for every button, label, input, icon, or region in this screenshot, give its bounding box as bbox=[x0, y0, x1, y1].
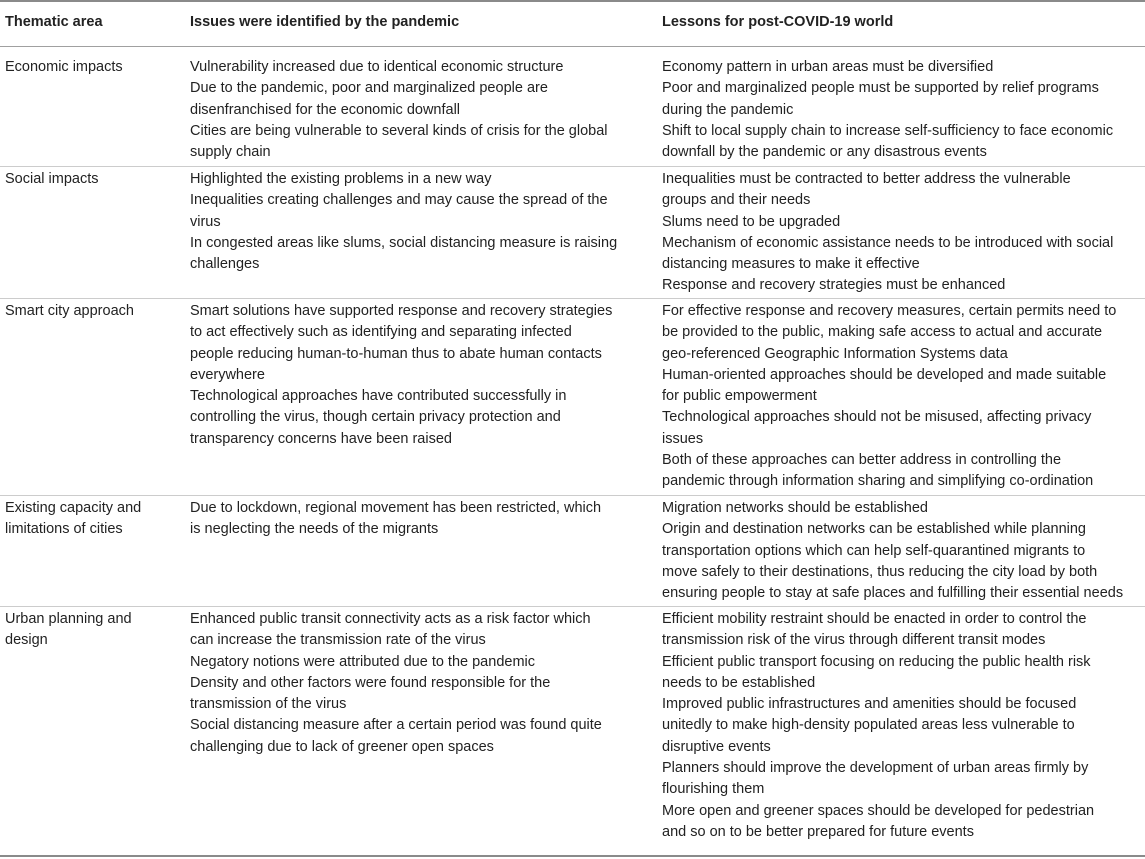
cell-lessons bbox=[662, 57, 1142, 163]
text-line: transmission risk of the virus through different transit modes bbox=[662, 632, 1046, 649]
text-line: Urban planning and bbox=[5, 611, 132, 627]
text-line: Both of these approaches can better address in controlling the bbox=[662, 452, 1062, 469]
text-line: Poor and marginalized people must be supported by relief programs bbox=[662, 80, 1099, 97]
cell-issues bbox=[190, 301, 646, 450]
cell-lessons bbox=[662, 498, 1142, 604]
text-line: Human-oriented approaches should be developed and made suitable bbox=[662, 366, 1107, 383]
text-line: and so on to be better prepared for future events bbox=[662, 823, 974, 840]
header-lessons: Lessons for post-COVID-19 world bbox=[662, 14, 894, 30]
cell-lessons bbox=[662, 609, 1142, 843]
text-line: distancing measures to make it effective bbox=[662, 256, 920, 273]
text-line: controlling the virus, though certain privacy protection and bbox=[190, 409, 561, 426]
text-line: Mechanism of economic assistance needs to be introduced with social bbox=[662, 234, 1114, 251]
cell-lessons bbox=[662, 301, 1142, 493]
text-line: Response and recovery strategies must be enhanced bbox=[662, 277, 1006, 294]
header-rule bbox=[0, 46, 1145, 47]
text-line: Economy pattern in urban areas must be diversified bbox=[662, 59, 994, 75]
text-line: More open and greener spaces should be developed for pedestrian bbox=[662, 802, 1095, 819]
text-line: disruptive events bbox=[662, 738, 771, 755]
row-divider bbox=[0, 166, 1145, 167]
text-line: Density and other factors were found responsible for the bbox=[190, 674, 551, 691]
text-line: Enhanced public transit connectivity acts as a risk factor which bbox=[190, 611, 591, 627]
text-line: Shift to local supply chain to increase self-sufficiency to face economic bbox=[662, 122, 1114, 139]
header-issues: Issues were identified by the pandemic bbox=[190, 14, 460, 30]
cell-issues bbox=[190, 169, 646, 275]
text-line: disenfranchised for the economic downfall bbox=[190, 101, 461, 118]
text-line: Origin and destination networks can be established while planning bbox=[662, 521, 1086, 538]
text-line: Technological approaches should not be misused, affecting privacy bbox=[662, 409, 1092, 426]
text-line: Highlighted the existing problems in a new way bbox=[190, 171, 492, 187]
text-line: is neglecting the needs of the migrants bbox=[190, 521, 439, 538]
text-line: Efficient mobility restraint should be enacted in order to control the bbox=[662, 611, 1087, 627]
text-line: needs to be established bbox=[662, 674, 816, 691]
text-line: to act effectively such as identifying and separating infected bbox=[190, 324, 572, 341]
text-line: move safely to their destinations, thus reducing the city load by both bbox=[662, 563, 1098, 580]
text-line: people reducing human-to-human thus to abate human contacts bbox=[190, 345, 602, 362]
text-line: Social impacts bbox=[5, 171, 99, 187]
text-line: groups and their needs bbox=[662, 192, 811, 209]
text-line: Technological approaches have contributed successfully in bbox=[190, 388, 567, 405]
text-line: pandemic through information sharing and simplifying co-ordination bbox=[662, 473, 1094, 490]
text-line: virus bbox=[190, 213, 221, 230]
text-line: Inequalities must be contracted to better address the vulnerable bbox=[662, 171, 1071, 187]
text-line: can increase the transmission rate of the virus bbox=[190, 632, 486, 649]
text-line: issues bbox=[662, 430, 704, 447]
cell-thematic-area bbox=[5, 609, 180, 652]
text-line: Negatory notions were attributed due to the pandemic bbox=[190, 653, 535, 670]
text-line: challenges bbox=[190, 256, 260, 273]
text-line: supply chain bbox=[190, 144, 271, 161]
text-line: Smart city approach bbox=[5, 303, 134, 319]
cell-issues bbox=[190, 57, 646, 163]
cell-thematic-area bbox=[5, 57, 180, 78]
header-thematic-area: Thematic area bbox=[5, 14, 103, 30]
text-line: In congested areas like slums, social distancing measure is raising bbox=[190, 234, 618, 251]
text-line: Slums need to be upgraded bbox=[662, 213, 841, 230]
row-divider bbox=[0, 298, 1145, 299]
row-divider bbox=[0, 606, 1145, 607]
text-line: transparency concerns have been raised bbox=[190, 430, 452, 447]
text-line: Efficient public transport focusing on reducing the public health risk bbox=[662, 653, 1091, 670]
text-line: Due to the pandemic, poor and marginalized people are bbox=[190, 80, 548, 97]
text-line: Social distancing measure after a certain period was found quite bbox=[190, 717, 602, 734]
text-line: design bbox=[5, 632, 48, 649]
cell-thematic-area bbox=[5, 169, 180, 190]
cell-issues bbox=[190, 609, 646, 758]
text-line: everywhere bbox=[190, 366, 265, 383]
text-line: flourishing them bbox=[662, 781, 765, 798]
cell-lessons bbox=[662, 169, 1142, 297]
text-line: transmission of the virus bbox=[190, 696, 347, 713]
text-line: downfall by the pandemic or any disastrous events bbox=[662, 144, 987, 161]
table-bottom-rule bbox=[0, 855, 1145, 857]
text-line: Planners should improve the development of urban areas firmly by bbox=[662, 760, 1089, 777]
text-line: unitedly to make high-density populated areas less vulnerable to bbox=[662, 717, 1075, 734]
text-line: Cities are being vulnerable to several kinds of crisis for the global bbox=[190, 122, 608, 139]
cell-issues bbox=[190, 498, 646, 541]
text-line: transportation options which can help self-quarantined migrants to bbox=[662, 542, 1086, 559]
text-line: Existing capacity and bbox=[5, 500, 142, 516]
text-line: For effective response and recovery measures, certain permits need to bbox=[662, 303, 1117, 319]
text-line: challenging due to lack of greener open spaces bbox=[190, 738, 494, 755]
text-line: Migration networks should be established bbox=[662, 500, 928, 516]
text-line: Economic impacts bbox=[5, 59, 123, 75]
text-line: be provided to the public, making safe access to actual and accurate bbox=[662, 324, 1103, 341]
text-line: Smart solutions have supported response and recovery strategies bbox=[190, 303, 613, 319]
text-line: Due to lockdown, regional movement has been restricted, which bbox=[190, 500, 602, 516]
text-line: Improved public infrastructures and amenities should be focused bbox=[662, 696, 1077, 713]
text-line: Inequalities creating challenges and may cause the spread of the bbox=[190, 192, 608, 209]
text-line: during the pandemic bbox=[662, 101, 794, 118]
text-line: geo-referenced Geographic Information Systems data bbox=[662, 345, 1008, 362]
cell-thematic-area bbox=[5, 301, 180, 322]
cell-thematic-area bbox=[5, 498, 180, 541]
text-line: limitations of cities bbox=[5, 521, 123, 538]
row-divider bbox=[0, 495, 1145, 496]
text-line: Vulnerability increased due to identical economic structure bbox=[190, 59, 564, 75]
text-line: ensuring people to stay at safe places and fulfilling their essential needs bbox=[662, 585, 1124, 602]
text-line: for public empowerment bbox=[662, 388, 817, 405]
table-top-rule bbox=[0, 0, 1145, 2]
